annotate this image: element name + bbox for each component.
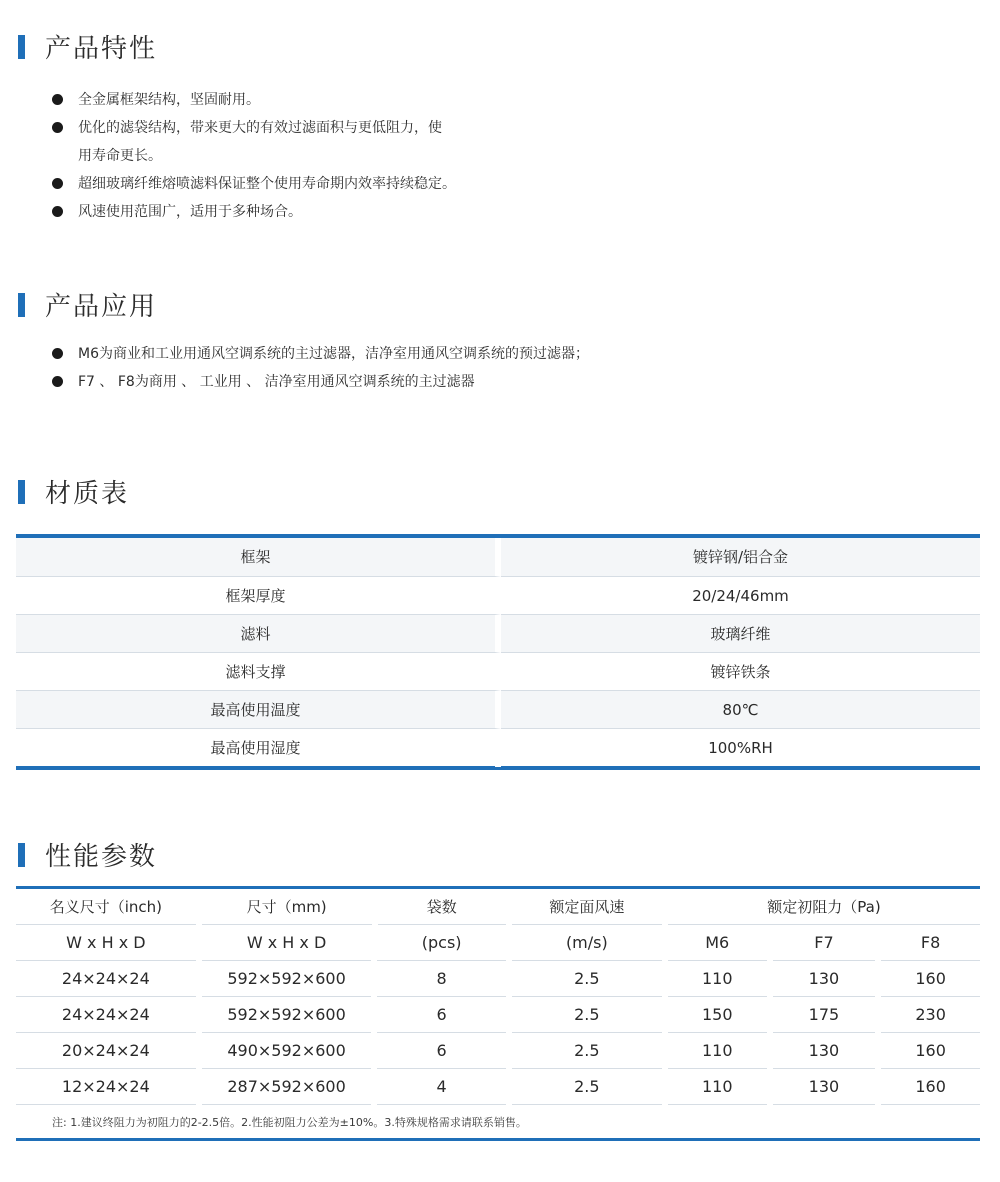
table-row: 最高使用湿度 100%RH (16, 728, 980, 766)
table-row: 20×24×24 490×592×600 6 2.5 110 130 160 (16, 1033, 980, 1069)
performance-table (16, 886, 980, 1105)
bullet-icon (52, 122, 63, 133)
features-list (52, 86, 456, 226)
applications-heading (18, 286, 157, 323)
bullet-icon (52, 376, 63, 387)
bullet-icon (52, 94, 63, 105)
performance-heading (18, 836, 157, 873)
table-row: 滤料支撑 镀锌铁条 (16, 652, 980, 690)
table-row: 24×24×24 592×592×600 6 2.5 150 175 230 (16, 997, 980, 1033)
performance-note: 注: 1.建议终阻力为初阻力的2-2.5倍。2.性能初阻力公差为±10%。3.特殊规格需求请联系销售。 (52, 1116, 527, 1129)
materials-table (16, 534, 980, 770)
features-title: 产品特性 (45, 34, 158, 64)
table-bottom-rule (16, 1138, 980, 1141)
heading-bar (18, 35, 25, 59)
features-heading (18, 28, 157, 65)
table-row: 12×24×24 287×592×600 4 2.5 110 130 160 (16, 1069, 980, 1105)
list-item: 风速使用范围广，适用于多种场合。 (52, 198, 456, 226)
applications-title: 产品应用 (45, 292, 158, 322)
bullet-icon (52, 178, 63, 189)
list-item: M6为商业和工业用通风空调系统的主过滤器，洁净室用通风空调系统的预过滤器； (52, 340, 589, 368)
heading-bar (18, 480, 25, 504)
table-row: 框架 镀锌钢/铝合金 (16, 538, 980, 576)
bullet-icon (52, 348, 63, 359)
table-row: 24×24×24 592×592×600 8 2.5 110 130 160 (16, 961, 980, 997)
list-item: 优化的滤袋结构，带来更大的有效过滤面积与更低阻力，使 用寿命更长。 (52, 114, 456, 170)
table-header-row: 名义尺寸（inch) 尺寸（mm) 袋数 额定面风速 额定初阻力（Pa) (16, 889, 980, 925)
table-row: 滤料 玻璃纤维 (16, 614, 980, 652)
heading-bar (18, 293, 25, 317)
list-item: 全金属框架结构，坚固耐用。 (52, 86, 456, 114)
heading-bar (18, 843, 25, 867)
bullet-icon (52, 206, 63, 217)
performance-title: 性能参数 (45, 842, 158, 872)
list-item: F7 、 F8为商用 、 工业用 、 洁净室用通风空调系统的主过滤器 (52, 368, 589, 396)
list-item: 超细玻璃纤维熔喷滤料保证整个使用寿命期内效率持续稳定。 (52, 170, 456, 198)
materials-heading (18, 473, 129, 510)
applications-list (52, 340, 589, 396)
table-row: 最高使用温度 80℃ (16, 690, 980, 728)
table-row: 框架厚度 20/24/46mm (16, 576, 980, 614)
materials-title: 材质表 (45, 479, 130, 509)
table-subheader-row: W x H x D W x H x D (pcs) (m/s) M6 F7 F8 (16, 925, 980, 961)
